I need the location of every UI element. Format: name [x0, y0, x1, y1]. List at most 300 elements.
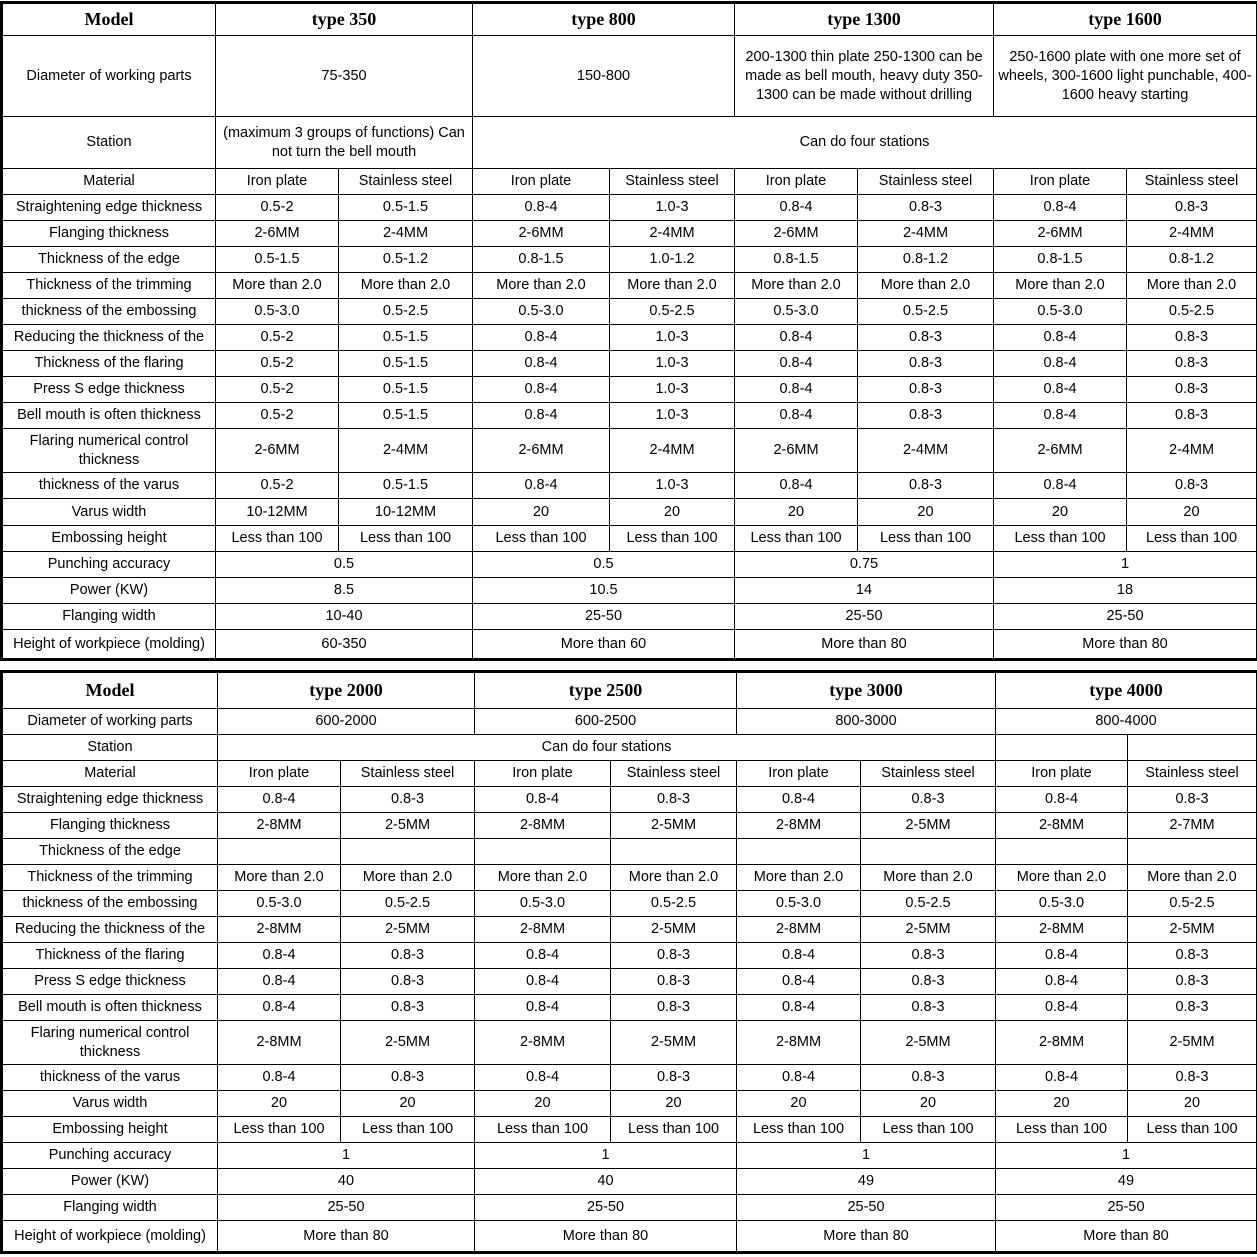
cell: 800-3000	[737, 709, 996, 735]
row-label: Flanging thickness	[2, 221, 216, 247]
cell: 1	[994, 552, 1257, 578]
cell: 0.5-2.5	[611, 891, 737, 917]
cell: 0.8-3	[341, 787, 475, 813]
cell: Less than 100	[1127, 526, 1257, 552]
cell: 20	[858, 499, 994, 526]
row-label: Straightening edge thickness	[2, 195, 216, 221]
row-label: Thickness of the trimming	[2, 273, 216, 299]
cell: 0.5-3.0	[996, 891, 1128, 917]
table-row	[2, 552, 1257, 578]
cell: 20	[473, 499, 610, 526]
cell: Less than 100	[737, 1117, 861, 1143]
cell: 0.5-2	[216, 473, 339, 499]
cell: 20	[994, 499, 1127, 526]
cell: 0.8-1.2	[1127, 247, 1257, 273]
cell: 0.5	[473, 552, 735, 578]
table-row	[2, 813, 1257, 839]
cell: Less than 100	[341, 1117, 475, 1143]
cell: 0.8-4	[473, 473, 610, 499]
cell: 0.8-3	[861, 1065, 996, 1091]
table-row	[2, 351, 1257, 377]
station-row	[2, 735, 1257, 761]
cell: 0.8-4	[994, 351, 1127, 377]
cell: More than 2.0	[341, 865, 475, 891]
cell	[611, 839, 737, 865]
row-label: Height of workpiece (molding)	[2, 1221, 218, 1253]
cell: 0.8-4	[218, 1065, 341, 1091]
cell: 0.8-4	[737, 995, 861, 1021]
cell: 2-8MM	[475, 813, 611, 839]
cell: Iron plate	[735, 169, 858, 195]
cell: Less than 100	[1128, 1117, 1257, 1143]
table-row	[2, 943, 1257, 969]
cell: 1.0-3	[610, 377, 735, 403]
row-label: Press S edge thickness	[2, 377, 216, 403]
cell: More than 2.0	[218, 865, 341, 891]
cell: 2-5MM	[341, 917, 475, 943]
cell: 0.8-3	[611, 787, 737, 813]
cell: 0.5-1.5	[339, 377, 473, 403]
cell: 0.8-3	[858, 195, 994, 221]
table-row	[2, 1221, 1257, 1253]
cell	[737, 839, 861, 865]
cell: 0.8-3	[1127, 403, 1257, 429]
row-label: Flanging width	[2, 604, 216, 630]
cell: Iron plate	[216, 169, 339, 195]
cell: Less than 100	[858, 526, 994, 552]
cell: 0.8-3	[858, 403, 994, 429]
cell: Stainless steel	[861, 761, 996, 787]
cell: 2-6MM	[994, 221, 1127, 247]
cell: More than 2.0	[216, 273, 339, 299]
cell: Less than 100	[610, 526, 735, 552]
cell: 60-350	[216, 630, 473, 660]
row-label: Flanging width	[2, 1195, 218, 1221]
cell: 1.0-3	[610, 351, 735, 377]
cell: 0.8-3	[861, 969, 996, 995]
cell: 0.8-3	[611, 969, 737, 995]
row-label: Thickness of the edge	[2, 839, 218, 865]
row-label: Diameter of working parts	[2, 709, 218, 735]
cell: 0.8-1.5	[994, 247, 1127, 273]
cell: 0.8-4	[735, 195, 858, 221]
row-label: Material	[2, 169, 216, 195]
row-label: Thickness of the edge	[2, 247, 216, 273]
table-row	[2, 325, 1257, 351]
cell: 40	[218, 1169, 475, 1195]
cell: 20	[1128, 1091, 1257, 1117]
cell: 0.8-3	[341, 969, 475, 995]
cell: 0.5-3.0	[473, 299, 610, 325]
cell: 0.8-4	[996, 1065, 1128, 1091]
table-row	[2, 1195, 1257, 1221]
row-label: Station	[2, 117, 216, 169]
cell: 0.8-4	[737, 1065, 861, 1091]
table-row	[2, 1065, 1257, 1091]
cell: 2-4MM	[1127, 221, 1257, 247]
cell: 0.8-4	[994, 325, 1127, 351]
cell: 0.8-4	[475, 995, 611, 1021]
table-row	[2, 891, 1257, 917]
row-label: Bell mouth is often thickness	[2, 995, 218, 1021]
cell: 0.5-3.0	[216, 299, 339, 325]
cell: 49	[737, 1169, 996, 1195]
cell: 0.8-4	[737, 787, 861, 813]
cell: More than 2.0	[610, 273, 735, 299]
cell: 0.8-4	[218, 995, 341, 1021]
cell: 2-5MM	[861, 1021, 996, 1065]
cell: 1.0-3	[610, 473, 735, 499]
cell: 0.8-3	[1127, 377, 1257, 403]
row-label: Varus width	[2, 499, 216, 526]
cell: 2-8MM	[996, 1021, 1128, 1065]
cell: 0.5-2	[216, 377, 339, 403]
cell: 2-5MM	[861, 917, 996, 943]
cell: 0.5-2.5	[1127, 299, 1257, 325]
cell: Iron plate	[996, 761, 1128, 787]
cell: 2-8MM	[475, 1021, 611, 1065]
cell: 0.8-4	[218, 787, 341, 813]
cell: 20	[1127, 499, 1257, 526]
cell: 2-7MM	[1128, 813, 1257, 839]
cell: 0.8-3	[861, 995, 996, 1021]
cell: Less than 100	[475, 1117, 611, 1143]
cell: 20	[610, 499, 735, 526]
cell: Iron plate	[475, 761, 611, 787]
cell: Less than 100	[861, 1117, 996, 1143]
row-label: Straightening edge thickness	[2, 787, 218, 813]
cell: More than 80	[218, 1221, 475, 1253]
cell: 0.5-2.5	[1128, 891, 1257, 917]
cell: 0.5-1.5	[339, 403, 473, 429]
cell: More than 80	[996, 1221, 1257, 1253]
cell: 0.5-2	[216, 403, 339, 429]
table-row	[2, 499, 1257, 526]
row-label: Press S edge thickness	[2, 969, 218, 995]
table-row	[2, 1117, 1257, 1143]
cell: 20	[861, 1091, 996, 1117]
cell: Iron plate	[473, 169, 610, 195]
cell: Iron plate	[218, 761, 341, 787]
cell: 0.8-3	[611, 995, 737, 1021]
cell: More than 2.0	[861, 865, 996, 891]
cell: 0.8-4	[735, 403, 858, 429]
cell: 0.5	[216, 552, 473, 578]
cell: 20	[611, 1091, 737, 1117]
cell: 0.8-1.5	[473, 247, 610, 273]
cell: 0.8-4	[475, 787, 611, 813]
cell: 2-4MM	[858, 429, 994, 473]
cell: Less than 100	[735, 526, 858, 552]
cell: 2-8MM	[218, 813, 341, 839]
cell: 2-6MM	[735, 221, 858, 247]
cell: 0.5-3.0	[475, 891, 611, 917]
cell: 20	[475, 1091, 611, 1117]
cell: 0.5-2	[216, 351, 339, 377]
cell: 25-50	[473, 604, 735, 630]
cell: More than 2.0	[1127, 273, 1257, 299]
row-label: thickness of the embossing	[2, 891, 218, 917]
cell: Less than 100	[611, 1117, 737, 1143]
cell: More than 80	[735, 630, 994, 660]
cell: 1	[996, 1143, 1257, 1169]
cell: 0.5-1.5	[216, 247, 339, 273]
spec-table-1	[0, 1, 1257, 661]
row-label: Varus width	[2, 1091, 218, 1117]
table-row	[2, 865, 1257, 891]
model-header-row	[2, 672, 1257, 709]
cell: 0.8-4	[735, 351, 858, 377]
table-row	[2, 578, 1257, 604]
cell: 2-8MM	[737, 917, 861, 943]
cell: Stainless steel	[611, 761, 737, 787]
table-row	[2, 377, 1257, 403]
cell: 2-6MM	[994, 429, 1127, 473]
cell: More than 80	[737, 1221, 996, 1253]
cell: Can do four stations	[218, 735, 996, 761]
cell: 0.5-2.5	[861, 891, 996, 917]
cell: 0.8-4	[735, 473, 858, 499]
model-type-4000: type 4000	[996, 672, 1257, 709]
cell: 2-8MM	[737, 1021, 861, 1065]
cell: 0.8-4	[473, 351, 610, 377]
cell: More than 80	[475, 1221, 737, 1253]
table-row	[2, 1091, 1257, 1117]
cell: Stainless steel	[610, 169, 735, 195]
cell: 0.8-3	[861, 787, 996, 813]
cell: Iron plate	[994, 169, 1127, 195]
cell: 0.8-3	[1128, 787, 1257, 813]
row-label: Material	[2, 761, 218, 787]
cell: 2-4MM	[610, 221, 735, 247]
row-label: Flaring numerical control thickness	[2, 1021, 218, 1065]
cell: 20	[737, 1091, 861, 1117]
row-label: Power (KW)	[2, 1169, 218, 1195]
cell: 0.8-4	[218, 969, 341, 995]
cell: 1.0-3	[610, 403, 735, 429]
cell: 0.5-2.5	[858, 299, 994, 325]
cell: 0.5-3.0	[994, 299, 1127, 325]
cell: 0.5-2.5	[339, 299, 473, 325]
row-label: Reducing the thickness of the	[2, 325, 216, 351]
cell: Less than 100	[994, 526, 1127, 552]
cell: 0.8-4	[735, 377, 858, 403]
cell: 1	[218, 1143, 475, 1169]
cell: 2-4MM	[1127, 429, 1257, 473]
row-label: Flaring numerical control thickness	[2, 429, 216, 473]
row-label: Reducing the thickness of the	[2, 917, 218, 943]
cell: 2-5MM	[1128, 1021, 1257, 1065]
cell: More than 2.0	[1128, 865, 1257, 891]
cell: 0.5-2.5	[341, 891, 475, 917]
station-row	[2, 117, 1257, 169]
row-label: thickness of the varus	[2, 1065, 218, 1091]
table-row	[2, 839, 1257, 865]
cell: 1	[475, 1143, 737, 1169]
row-label: Punching accuracy	[2, 552, 216, 578]
model-header-row	[2, 3, 1257, 36]
cell: 0.8-3	[611, 943, 737, 969]
cell: 0.5-2	[216, 325, 339, 351]
cell	[1128, 735, 1257, 761]
cell: 0.8-3	[858, 351, 994, 377]
cell: 14	[735, 578, 994, 604]
table-row	[2, 1143, 1257, 1169]
cell: 0.8-4	[996, 969, 1128, 995]
cell: More than 2.0	[737, 865, 861, 891]
cell: More than 2.0	[858, 273, 994, 299]
cell: 0.75	[735, 552, 994, 578]
row-label: Flanging thickness	[2, 813, 218, 839]
cell: 0.8-4	[994, 195, 1127, 221]
table-row	[2, 473, 1257, 499]
table-row	[2, 1021, 1257, 1065]
cell	[341, 839, 475, 865]
cell: 1.0-1.2	[610, 247, 735, 273]
cell: 600-2000	[218, 709, 475, 735]
cell: 0.8-4	[994, 403, 1127, 429]
cell: 20	[735, 499, 858, 526]
cell: More than 60	[473, 630, 735, 660]
cell: More than 2.0	[996, 865, 1128, 891]
cell: 0.8-3	[341, 995, 475, 1021]
cell: Less than 100	[339, 526, 473, 552]
cell: 40	[475, 1169, 737, 1195]
model-label: Model	[2, 672, 218, 709]
cell: 25-50	[218, 1195, 475, 1221]
cell: 2-5MM	[341, 1021, 475, 1065]
table-row	[2, 995, 1257, 1021]
table-row	[2, 247, 1257, 273]
table-row	[2, 526, 1257, 552]
row-label: Thickness of the flaring	[2, 943, 218, 969]
cell: 0.8-4	[996, 787, 1128, 813]
cell: 0.8-3	[1127, 325, 1257, 351]
cell: 250-1600 plate with one more set of wheels, 300-1600 light punchable, 400-1600 heavy starting	[994, 36, 1257, 117]
cell: 25-50	[475, 1195, 737, 1221]
cell: 10-12MM	[339, 499, 473, 526]
cell: Stainless steel	[341, 761, 475, 787]
cell	[218, 839, 341, 865]
table-row	[2, 969, 1257, 995]
model-label: Model	[2, 3, 216, 36]
cell: 49	[996, 1169, 1257, 1195]
cell: 0.8-4	[735, 325, 858, 351]
cell: 0.8-4	[473, 403, 610, 429]
table-row	[2, 195, 1257, 221]
cell: 0.5-3.0	[735, 299, 858, 325]
cell: 10.5	[473, 578, 735, 604]
cell	[996, 735, 1128, 761]
cell: 600-2500	[475, 709, 737, 735]
table-row	[2, 917, 1257, 943]
cell: 0.8-3	[1128, 969, 1257, 995]
model-type-2500: type 2500	[475, 672, 737, 709]
cell: 2-5MM	[611, 813, 737, 839]
cell: 2-4MM	[858, 221, 994, 247]
cell: 2-8MM	[996, 813, 1128, 839]
table-row	[2, 169, 1257, 195]
cell: 2-4MM	[610, 429, 735, 473]
model-type-2000: type 2000	[218, 672, 475, 709]
cell: 25-50	[737, 1195, 996, 1221]
cell: 0.8-3	[858, 473, 994, 499]
cell: 0.8-3	[858, 325, 994, 351]
table-row	[2, 761, 1257, 787]
row-label: Height of workpiece (molding)	[2, 630, 216, 660]
cell: 2-5MM	[611, 1021, 737, 1065]
cell: 200-1300 thin plate 250-1300 can be made as bell mouth, heavy duty 350-1300 can be made without drilling	[735, 36, 994, 117]
diameter-row	[2, 709, 1257, 735]
cell: 2-6MM	[735, 429, 858, 473]
row-label: Power (KW)	[2, 578, 216, 604]
row-label: Thickness of the trimming	[2, 865, 218, 891]
cell: 0.8-1.5	[735, 247, 858, 273]
cell: 0.5-1.5	[339, 351, 473, 377]
cell: 0.8-3	[1128, 943, 1257, 969]
cell: 1.0-3	[610, 195, 735, 221]
cell: Stainless steel	[1128, 761, 1257, 787]
row-label: Bell mouth is often thickness	[2, 403, 216, 429]
cell: 0.5-1.5	[339, 325, 473, 351]
cell: 0.5-1.5	[339, 473, 473, 499]
cell: 150-800	[473, 36, 735, 117]
cell: 0.8-3	[1127, 195, 1257, 221]
cell: Stainless steel	[339, 169, 473, 195]
model-type-800: type 800	[473, 3, 735, 36]
row-label: Embossing height	[2, 1117, 218, 1143]
cell	[475, 839, 611, 865]
cell: More than 2.0	[473, 273, 610, 299]
cell: 0.8-3	[861, 943, 996, 969]
cell: More than 2.0	[339, 273, 473, 299]
table-separator	[0, 662, 1257, 670]
row-label: Thickness of the flaring	[2, 351, 216, 377]
model-type-3000: type 3000	[737, 672, 996, 709]
table-row	[2, 787, 1257, 813]
cell: Less than 100	[218, 1117, 341, 1143]
table-row	[2, 429, 1257, 473]
cell: 2-6MM	[216, 221, 339, 247]
cell: More than 2.0	[735, 273, 858, 299]
table-row	[2, 273, 1257, 299]
cell: 25-50	[735, 604, 994, 630]
cell: 8.5	[216, 578, 473, 604]
row-label: thickness of the embossing	[2, 299, 216, 325]
cell: 0.8-4	[218, 943, 341, 969]
cell: Stainless steel	[858, 169, 994, 195]
cell: 2-5MM	[341, 813, 475, 839]
table-row	[2, 604, 1257, 630]
cell: 2-8MM	[218, 917, 341, 943]
cell	[1128, 839, 1257, 865]
cell: 2-4MM	[339, 221, 473, 247]
cell: 2-8MM	[737, 813, 861, 839]
cell: Less than 100	[473, 526, 610, 552]
cell: 18	[994, 578, 1257, 604]
cell: 20	[218, 1091, 341, 1117]
cell: 0.8-4	[473, 377, 610, 403]
cell: 0.5-3.0	[218, 891, 341, 917]
cell: 0.5-2.5	[610, 299, 735, 325]
spec-table-2	[0, 670, 1257, 1254]
cell: 2-5MM	[861, 813, 996, 839]
cell: 75-350	[216, 36, 473, 117]
cell: 10-40	[216, 604, 473, 630]
cell: 0.8-4	[475, 969, 611, 995]
model-type-1600: type 1600	[994, 3, 1257, 36]
cell: Iron plate	[737, 761, 861, 787]
